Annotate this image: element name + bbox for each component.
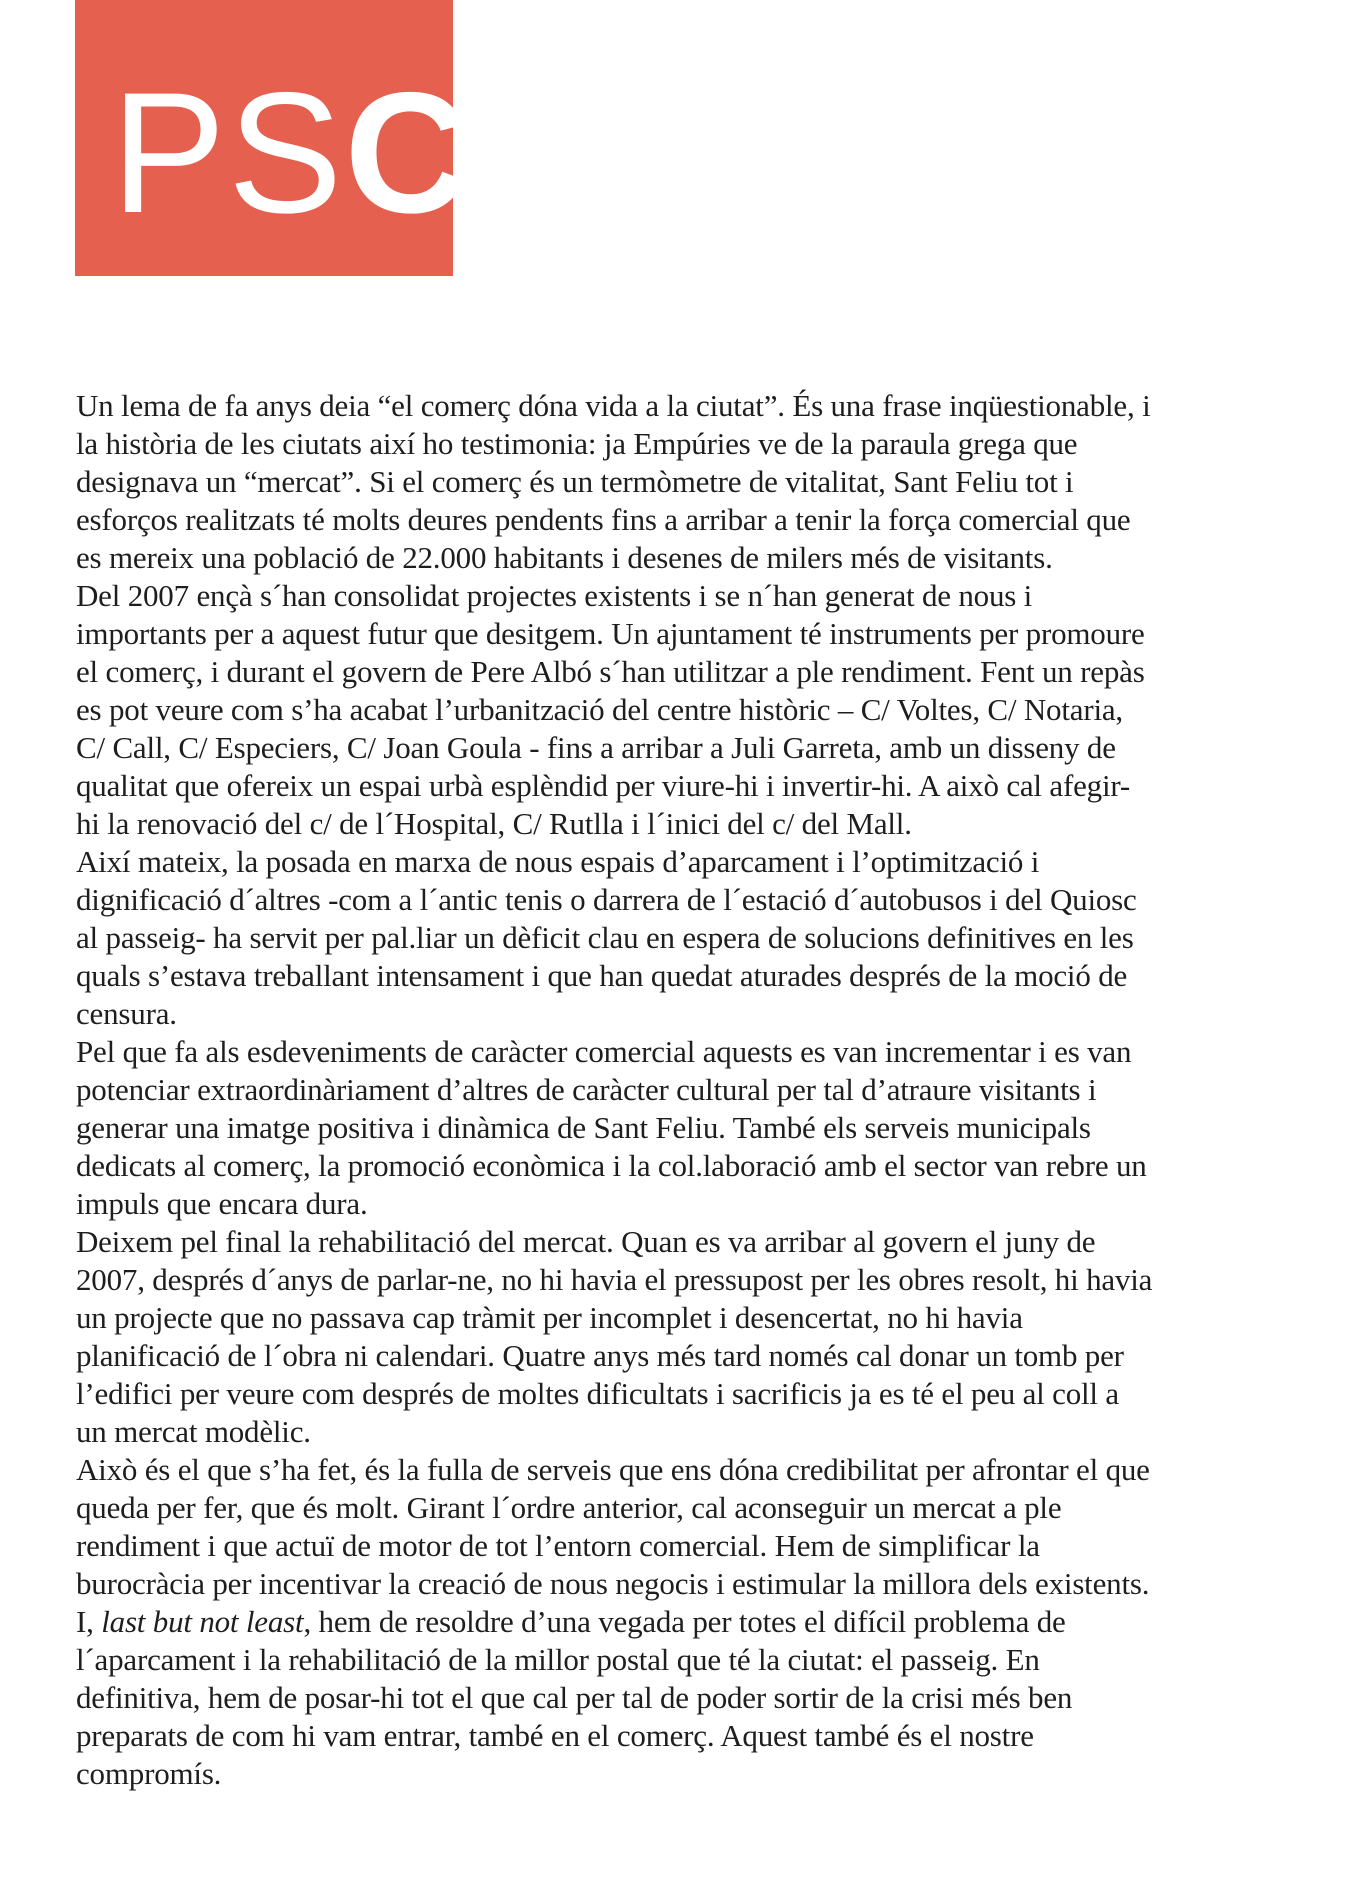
text-line: importants per a aquest futur que desitgem. Un ajuntament té instruments per promoure — [76, 616, 1145, 651]
text-line: generar una imatge positiva i dinàmica de Sant Feliu. També els serveis municipals — [76, 1110, 1091, 1145]
logo-letter-c: C — [344, 57, 471, 249]
logo-letter-p: P — [111, 57, 228, 249]
text-line: 2007, després d´anys de parlar-ne, no hi havia el pressupost per les obres resolt, hi havia — [76, 1262, 1153, 1297]
text-line: qualitat que ofereix un espai urbà esplèndid per viure-hi i invertir-hi. A això cal afegir- — [76, 768, 1130, 803]
text-line: quals s’estava treballant intensament i que han quedat aturades després de la moció de — [76, 958, 1128, 993]
text-line: dignificació d´altres -com a l´antic tenis o darrera de l´estació d´autobusos i del Quiosc — [76, 882, 1137, 917]
article-body — [76, 387, 1256, 1793]
text-line: impuls que encara dura. — [76, 1186, 368, 1221]
text-line: C/ Call, C/ Especiers, C/ Joan Goula - fins a arribar a Juli Garreta, amb un disseny de — [76, 730, 1116, 765]
text-line: el comerç, i durant el govern de Pere Albó s´han utilitzar a ple rendiment. Fent un repàs — [76, 654, 1145, 689]
text-line: hi la renovació del c/ de l´Hospital, C/ Rutlla i l´inici del c/ del Mall. — [76, 806, 912, 841]
text-line: Pel que fa als esdeveniments de caràcter comercial aquests es van incrementar i es van — [76, 1034, 1132, 1069]
text-line: compromís. — [76, 1756, 222, 1791]
text-line: preparats de com hi vam entrar, també en el comerç. Aquest també és el nostre — [76, 1718, 1034, 1753]
text-line: es mereix una població de 22.000 habitants i desenes de milers més de visitants. — [76, 540, 1053, 575]
text-line: es pot veure com s’ha acabat l’urbanització del centre històric – C/ Voltes, C/ Notaria, — [76, 692, 1123, 727]
text-segment: , hem de resoldre d’una vegada per totes el difícil problema de — [303, 1604, 1066, 1639]
text-line: Del 2007 ençà s´han consolidat projectes existents i se n´han generat de nous i — [76, 578, 1033, 613]
italic-phrase: last but not least — [101, 1604, 304, 1639]
psc-logo — [75, 0, 471, 276]
logo-wordmark — [111, 57, 471, 249]
text-line: un projecte que no passava cap tràmit per incomplet i desencertat, no hi havia — [76, 1300, 1023, 1335]
text-line: Això és el que s’ha fet, és la fulla de serveis que ens dóna credibilitat per afrontar el que — [76, 1452, 1150, 1487]
text-line: al passeig- ha servit per pal.liar un dèficit clau en espera de solucions definitives en les — [76, 920, 1134, 955]
text-line: Així mateix, la posada en marxa de nous espais d’aparcament i l’optimització i — [76, 844, 1040, 879]
text-line: rendiment i que actuï de motor de tot l’entorn comercial. Hem de simplificar la — [76, 1528, 1040, 1563]
text-line: burocràcia per incentivar la creació de nous negocis i estimular la millora dels existents. — [76, 1566, 1150, 1601]
text-line-italic-phrase — [76, 1603, 1256, 1641]
text-line: censura. — [76, 996, 177, 1031]
text-line: potenciar extraordinàriament d’altres de caràcter cultural per tal d’atraure visitants i — [76, 1072, 1097, 1107]
text-line: dedicats al comerç, la promoció econòmica i la col.laboració amb el sector van rebre un — [76, 1148, 1147, 1183]
text-line: la història de les ciutats així ho testimonia: ja Empúries ve de la paraula grega que — [76, 426, 1078, 461]
text-line: definitiva, hem de posar-hi tot el que cal per tal de poder sortir de la crisi més ben — [76, 1680, 1073, 1715]
text-line: l’edifici per veure com després de moltes dificultats i sacrificis ja es té el peu al coll a — [76, 1376, 1119, 1411]
logo-letter-s: S — [227, 57, 345, 249]
text-line: un mercat modèlic. — [76, 1414, 311, 1449]
text-line: designava un “mercat”. Si el comerç és un termòmetre de vitalitat, Sant Feliu tot i — [76, 464, 1074, 499]
text-line: l´aparcament i la rehabilitació de la millor postal que té la ciutat: el passeig. En — [76, 1642, 1040, 1677]
text-line: Un lema de fa anys deia “el comerç dóna vida a la ciutat”. És una frase inqüestionable, i — [76, 388, 1151, 423]
text-segment: I, — [76, 1604, 102, 1639]
text-line: esforços realitzats té molts deures pendents fins a arribar a tenir la força comercial que — [76, 502, 1131, 537]
text-line: queda per fer, que és molt. Girant l´ordre anterior, cal aconseguir un mercat a ple — [76, 1490, 1062, 1525]
text-line: planificació de l´obra ni calendari. Quatre anys més tard només cal donar un tomb per — [76, 1338, 1124, 1373]
text-line: Deixem pel final la rehabilitació del mercat. Quan es va arribar al govern el juny de — [76, 1224, 1096, 1259]
